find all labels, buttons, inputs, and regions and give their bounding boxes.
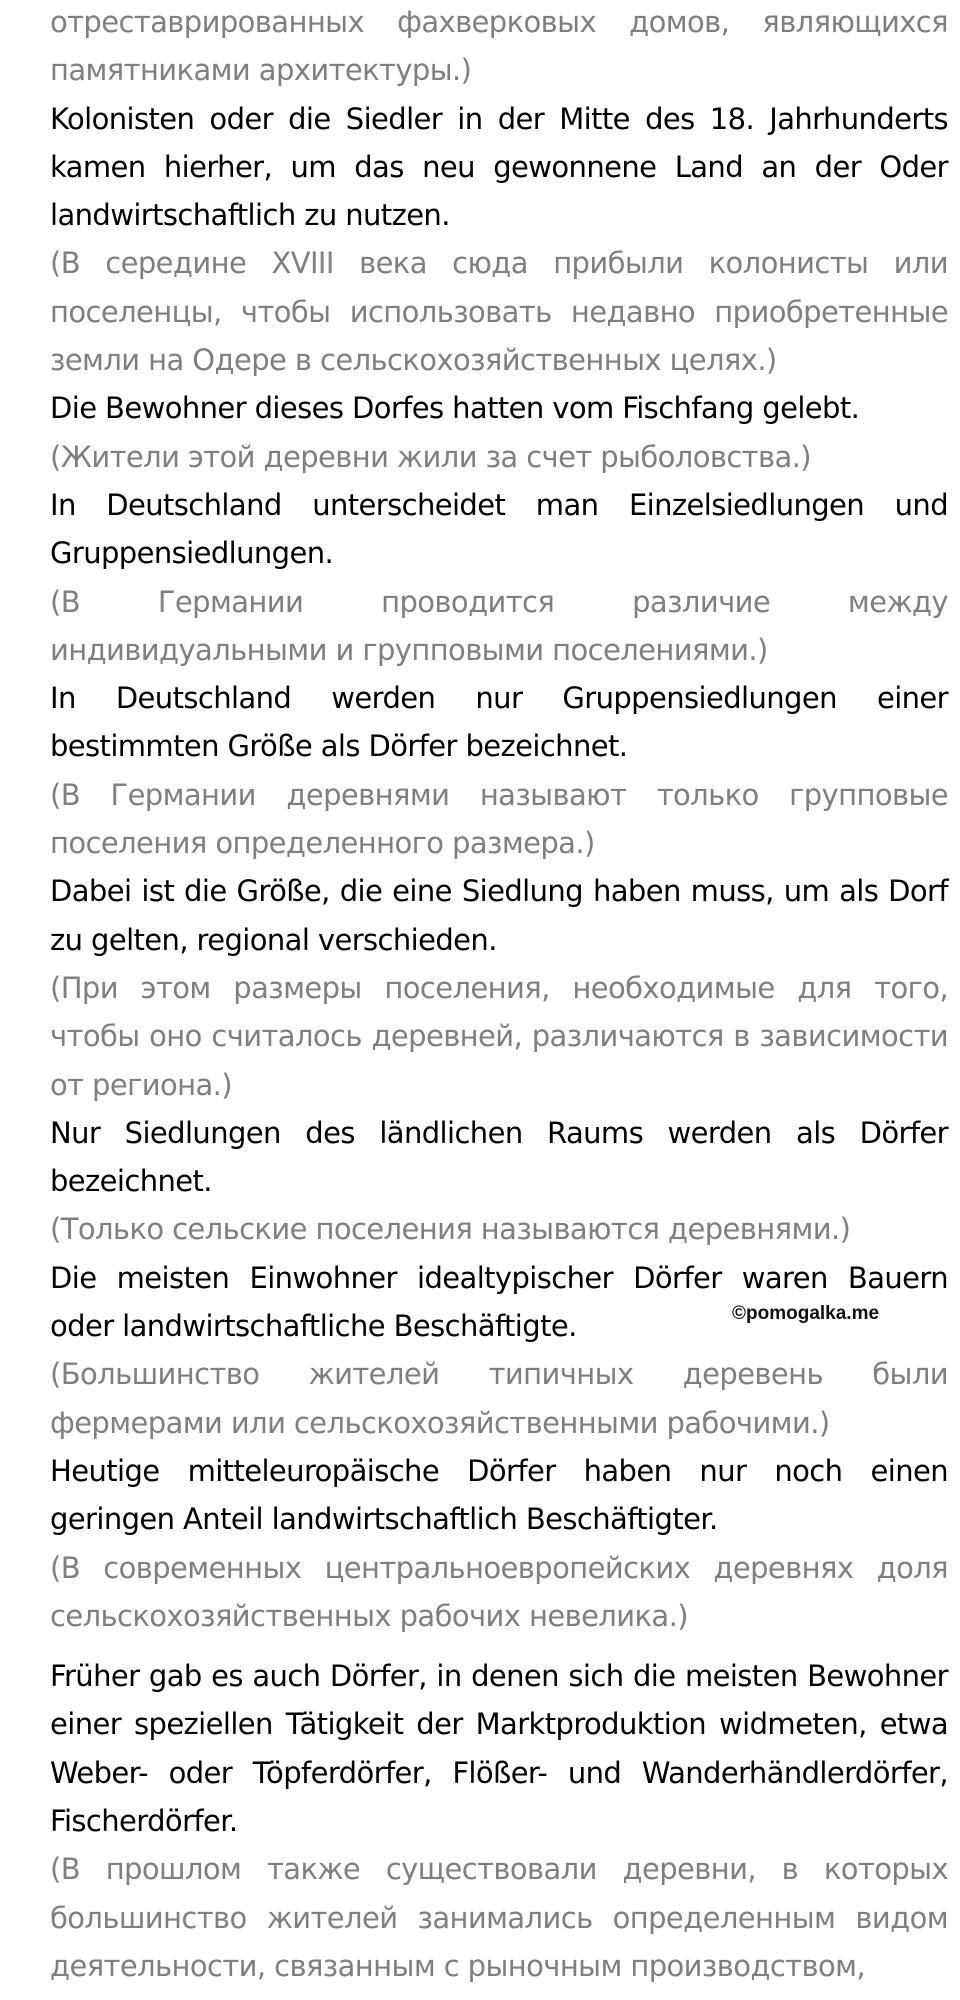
- german-paragraph: Früher gab es auch Dörfer, in denen sich die meisten Bewohner einer speziellen Tätigkeit der Marktproduktion widmeten, etwa Weber- oder Töpferdörfer, Flößer- und Wanderhändlerdörfer, Fischerdörfer.: [50, 1659, 948, 1838]
- translation-paragraph: (В современных центральноевропейских деревнях доля сельскохозяйственных рабочих невелика.): [50, 1550, 948, 1633]
- translation-paragraph: (При этом размеры поселения, необходимые для того, чтобы оно считалось деревней, различаются в зависимости от региона.): [50, 970, 948, 1102]
- german-paragraph: Dabei ist die Größe, die eine Siedlung haben muss, um als Dorf zu gelten, regional verschieden.: [50, 874, 948, 957]
- translation-paragraph: (В Германии проводится различие между индивидуальными и групповыми поселениями.): [50, 584, 948, 667]
- translation-paragraph: (Жители этой деревни жили за счет рыболовства.): [50, 439, 811, 474]
- translation-paragraph: (В середине XVIII века сюда прибыли колонисты или поселенцы, чтобы использовать недавно приобретенные земли на Одере в сельскохозяйственных целях.): [50, 246, 948, 378]
- german-paragraph: Nur Siedlungen des ländlichen Raums werden als Dörfer bezeichnet.: [50, 1115, 948, 1199]
- german-paragraph: Die meisten Einwohner idealtypischer Dörfer waren Bauern oder landwirtschaftliche Beschäftigte.: [50, 1260, 948, 1344]
- translation-paragraph: (Большинство жителей типичных деревень были фермерами или сельскохозяйственными рабочими.): [50, 1357, 948, 1440]
- german-paragraph: Die Bewohner dieses Dorfes hatten vom Fischfang gelebt.: [50, 391, 860, 426]
- document-body: [50, 0, 948, 1990]
- german-paragraph: In Deutschland unterscheidet man Einzelsiedlungen und Gruppensiedlungen.: [50, 487, 948, 571]
- german-paragraph: Heutige mitteleuropäische Dörfer haben nur noch einen geringen Anteil landwirtschaftlich Beschäftigter.: [50, 1453, 948, 1537]
- translation-paragraph: (В Германии деревнями называют только групповые поселения определенного размера.): [50, 777, 948, 861]
- translation-paragraph: отреставрированных фахверковых домов, являющихся памятниками архитектуры.): [50, 5, 948, 88]
- translation-paragraph: (Только сельские поселения называются деревнями.): [50, 1212, 851, 1247]
- german-paragraph: Kolonisten oder die Siedler in der Mitte des 18. Jahrhunderts kamen hierher, um das neu gewonnene Land an der Oder landwirtschaftlich zu nutzen.: [50, 101, 948, 233]
- translation-paragraph: (В прошлом также существовали деревни, в которых большинство жителей занимались определенным видом деятельности, связанным с рыночным производством,: [50, 1852, 948, 1983]
- german-paragraph: In Deutschland werden nur Gruppensiedlungen einer bestimmten Größe als Dörfer bezeichnet.: [50, 681, 948, 764]
- watermark-text: ©pomogalka.me: [732, 1303, 880, 1324]
